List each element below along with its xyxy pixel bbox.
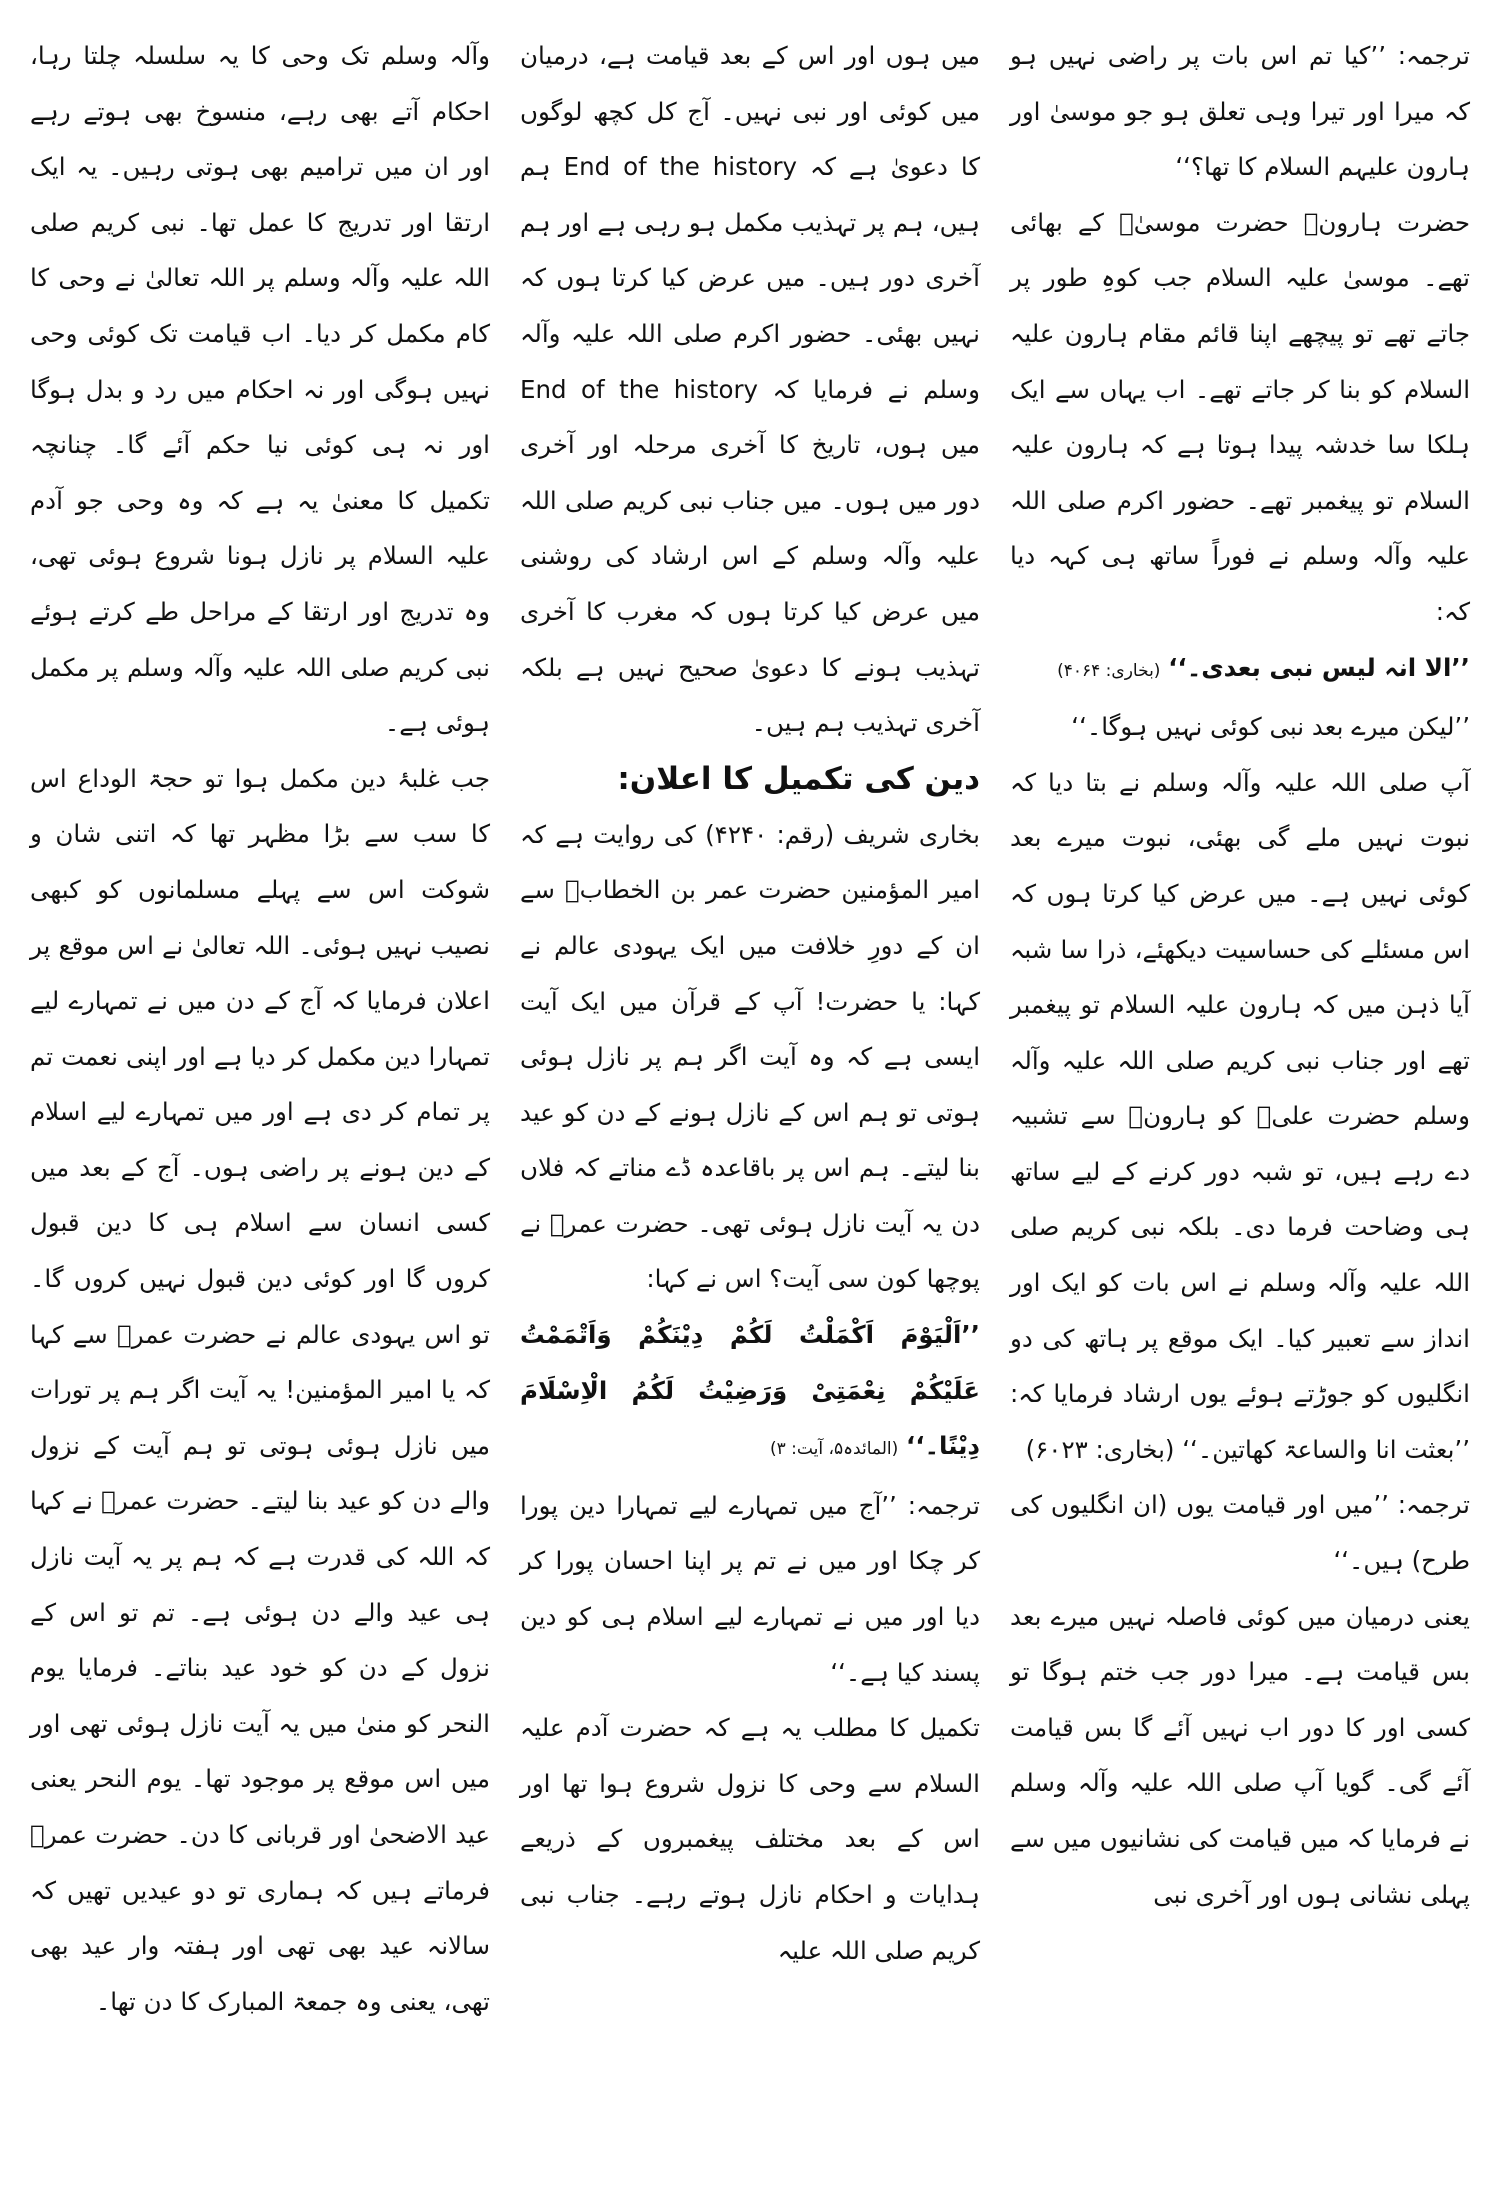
paragraph: آپ صلی اللہ علیہ وآلہ وسلم نے بتا دیا کہ نبوت نہیں ملے گی بھئی، نبوت میرے بعد کوئی نہیں ہے۔ میں عرض کیا کرتا ہوں کہ اس مسئلے کی حساسیت دیکھئے، ذرا سا شبہ آیا ذہن میں کہ ہارون علیہ السلام تو پیغمبر تھے اور جناب نبی کریم صلی اللہ علیہ وآلہ وسلم حضرت علیؓ کو ہارونؑ سے تشبیہ دے رہے ہیں، تو شبہ دور کرنے کے لیے ساتھ ہی وضاحت فرما دی۔ بلکہ نبی کریم صلی اللہ علیہ وآلہ وسلم نے اس بات کو ایک اور انداز سے تعبیر کیا۔ ایک موقع پر ہاتھ کی دو انگلیوں کو جوڑتے ہوئے یوں ارشاد فرمایا کہ: ’’بعثت انا والساعۃ کھاتین۔‘‘ (بخاری: ۶۰۲۳) (1010, 767, 1470, 1464)
quran-verse (520, 1307, 980, 1478)
paragraph: میں ہوں اور اس کے بعد قیامت ہے، درمیان میں کوئی اور نبی نہیں۔ آج کل کچھ لوگوں کا دعویٰ ہے کہ End of the history ہم ہیں، ہم پر تہذیب مکمل ہو رہی ہے اور ہم آخری دور ہیں۔ میں عرض کیا کرتا ہوں کہ نہیں بھئی۔ حضور اکرم صلی اللہ علیہ وآلہ وسلم نے فرمایا کہ End of the history میں ہوں، تاریخ کا آخری مرحلہ اور آخری دور میں ہوں۔ میں جناب نبی کریم صلی اللہ علیہ وآلہ وسلم کے اس ارشاد کی روشنی میں عرض کیا کرتا ہوں کہ مغرب کا آخری تہذیب ہونے کا دعویٰ صحیح نہیں ہے بلکہ آخری تہذیب ہم ہیں۔ (520, 41, 980, 738)
paragraph: جب غلبۂ دین مکمل ہوا تو حجۃ الوداع اس کا سب سے بڑا مظہر تھا کہ اتنی شان و شوکت اس سے پہلے مسلمانوں کو کبھی نصیب نہیں ہوئی۔ اللہ تعالیٰ نے اس موقع پر اعلان فرمایا کہ آج کے دن میں نے تمہارے لیے تمہارا دین مکمل کر دیا ہے اور اپنی نعمت تم پر تمام کر دی ہے اور میں تمہارے لیے اسلام کے دین ہونے پر راضی ہوں۔ آج کے بعد میں کسی انسان سے اسلام ہی کا دین قبول کروں گا اور کوئی دین قبول نہیں کروں گا۔ تو اس یہودی عالم نے حضرت عمرؓ سے کہا کہ یا امیر المؤمنین! یہ آیت اگر ہم پر تورات میں نازل ہوئی ہوتی تو ہم آیت کے نزول والے دن کو عید بنا لیتے۔ حضرت عمرؓ نے کہا کہ اللہ کی قدرت ہے کہ ہم پر یہ آیت نازل ہی عید والے دن ہوئی ہے۔ تم تو اس کے نزول کے دن کو خود عید بناتے۔ فرمایا یوم النحر کو منیٰ میں یہ آیت نازل ہوئی تھی اور میں اس موقع پر موجود تھا۔ یوم النحر یعنی عید الاضحیٰ اور قربانی کا دن۔ حضرت عمرؓ فرماتے ہیں کہ ہماری تو دو عیدیں تھیں کہ سالانہ عید بھی تھی اور ہفتہ وار عید بھی تھی، یعنی وہ جمعۃ المبارک کا دن تھا۔ (30, 763, 490, 2016)
paragraph: ترجمہ: ’’میں اور قیامت یوں (ان انگلیوں کی طرح) ہیں۔‘‘ (1010, 1490, 1470, 1576)
article-column-right (1010, 28, 1470, 2200)
article-column-left (30, 28, 490, 2200)
hadith-reference: (بخاری: ۴۰۶۴) (1057, 660, 1161, 681)
paragraph: وآلہ وسلم تک وحی کا یہ سلسلہ چلتا رہا، احکام آتے بھی رہے، منسوخ بھی ہوتے رہے اور ان میں ترامیم بھی ہوتی رہیں۔ یہ ایک ارتقا اور تدریج کا عمل تھا۔ نبی کریم صلی اللہ علیہ وآلہ وسلم پر اللہ تعالیٰ نے وحی کا کام مکمل کر دیا۔ اب قیامت تک کوئی وحی نہیں ہوگی اور نہ احکام میں رد و بدل ہوگا اور نہ ہی کوئی نیا حکم آئے گا۔ چنانچہ تکمیل کا معنیٰ یہ ہے کہ وہ وحی جو آدم علیہ السلام پر نازل ہونا شروع ہوئی تھی، وہ تدریج اور ارتقا کے مراحل طے کرتے ہوئے نبی کریم صلی اللہ علیہ وآلہ وسلم پر مکمل ہوئی ہے۔ (30, 41, 490, 738)
hadith-arabic: ’’الا انہ لیس نبی بعدی۔‘‘ (1168, 652, 1470, 682)
verse-arabic: ’’اَلْیَوْمَ اَکْمَلْتُ لَکُمْ دِیْنَکُمْ وَاَتْمَمْتُ عَلَیْکُمْ نِعْمَتِیْ وَرَضِیْتُ لَکُمُ الْاِسْلَامَ دِیْنًا۔‘‘ (520, 1320, 980, 1461)
article-column-middle (520, 28, 980, 2200)
paragraph: یعنی درمیان میں کوئی فاصلہ نہیں میرے بعد بس قیامت ہے۔ میرا دور جب ختم ہوگا تو کسی اور کا دور اب نہیں آئے گا بس قیامت آئے گی۔ گویا آپ صلی اللہ علیہ وآلہ وسلم نے فرمایا کہ میں قیامت کی نشانیوں میں سے پہلی نشانی ہوں اور آخری نبی (1010, 1601, 1470, 1909)
hadith-translation: ’’لیکن میرے بعد نبی کوئی نہیں ہوگا۔‘‘ (1071, 712, 1470, 742)
paragraph: بخاری شریف (رقم: ۴۲۴۰) کی روایت ہے کہ امیر المؤمنین حضرت عمر بن الخطابؓ سے ان کے دورِ خلافت میں ایک یہودی عالم نے کہا: یا حضرت! آپ کے قرآن میں ایک آیت ایسی ہے کہ وہ آیت اگر ہم پر نازل ہوئی ہوتی تو ہم اس کے نازل ہونے کے دن کو عید بنا لیتے۔ ہم اس پر باقاعدہ ڈے مناتے کہ فلاں دن یہ آیت نازل ہوئی تھی۔ حضرت عمرؓ نے پوچھا کون سی آیت؟ اس نے کہا: (520, 819, 980, 1294)
section-heading: دین کی تکمیل کا اعلان: (617, 760, 980, 797)
paragraph: ترجمہ: ’’آج میں تمہارے لیے تمہارا دین پورا کر چکا اور میں نے تم پر اپنا احسان پورا کر دیا اور میں نے تمہارے لیے اسلام ہی کو دین پسند کیا ہے۔‘‘ (520, 1490, 980, 1687)
hadith-quote (1010, 640, 1470, 700)
paragraph: ترجمہ: ’’کیا تم اس بات پر راضی نہیں ہو کہ میرا اور تیرا وہی تعلق ہو جو موسیٰ اور ہارون علیہم السلام کا تھا؟‘‘ (1010, 41, 1470, 182)
paragraph: تکمیل کا مطلب یہ ہے کہ حضرت آدم علیہ السلام سے وحی کا نزول شروع ہوا تھا اور اس کے بعد مختلف پیغمبروں کے ذریعے ہدایات و احکام نازل ہوتے رہے۔ جناب نبی کریم صلی اللہ علیہ (520, 1713, 980, 1965)
verse-reference: (المائدہ۵، آیت: ۳) (769, 1439, 899, 1460)
paragraph: حضرت ہارونؑ حضرت موسیٰؑ کے بھائی تھے۔ موسیٰ علیہ السلام جب کوہِ طور پر جاتے تھے تو پیچھے اپنا قائم مقام ہارون علیہ السلام کو بنا کر جاتے تھے۔ اب یہاں سے ایک ہلکا سا خدشہ پیدا ہوتا ہے کہ ہارون علیہ السلام تو پیغمبر تھے۔ حضور اکرم صلی اللہ علیہ وآلہ وسلم نے فوراً ساتھ ہی کہہ دیا کہ: (1010, 207, 1470, 626)
